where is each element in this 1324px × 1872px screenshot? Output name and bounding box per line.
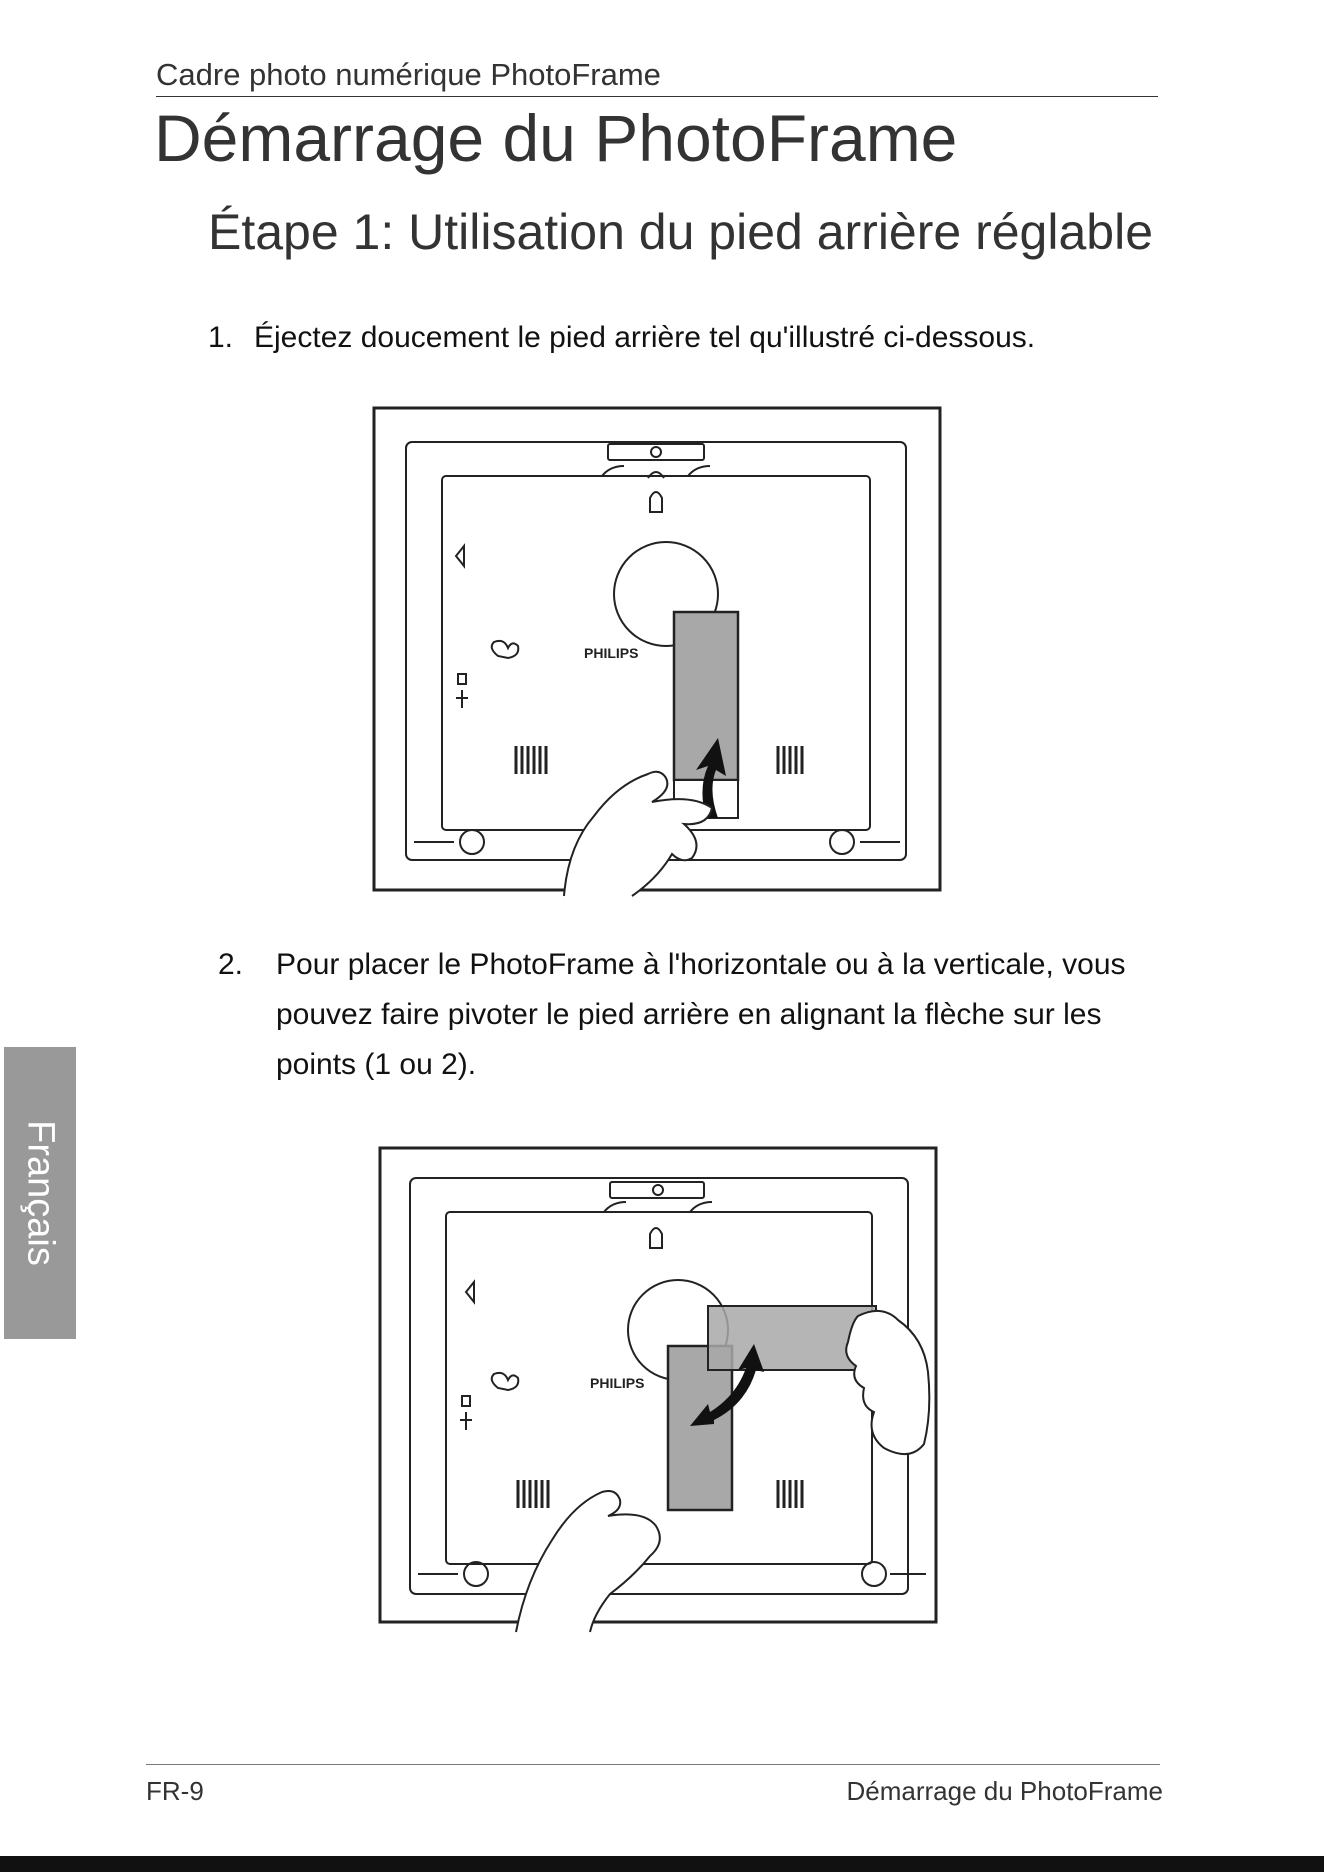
- language-tab: [4, 1047, 76, 1339]
- instruction-number: 2.: [218, 948, 244, 981]
- hand-icon: [516, 1491, 660, 1632]
- instruction-number: 1.: [208, 321, 234, 354]
- footer-divider: [146, 1764, 1160, 1765]
- language-label: Français: [19, 1120, 62, 1266]
- instruction-text: Éjectez doucement le pied arrière tel qu'illustré ci-dessous.: [254, 321, 1036, 354]
- brand-label: PHILIPS: [584, 645, 639, 661]
- page-title: Démarrage du PhotoFrame: [154, 101, 958, 175]
- instruction-text: Pour placer le PhotoFrame à l'horizontale ou à la verticale, vous pouvez faire pivoter le pied arrière en alignant la flèche sur les points (1 ou 2).: [276, 948, 1126, 1081]
- instruction-1: [208, 313, 1168, 363]
- stand-eject-illustration: [372, 406, 944, 898]
- hand-icon: [846, 1311, 929, 1454]
- back-stand: [674, 612, 738, 780]
- stand-rotate-illustration: [378, 1146, 950, 1636]
- footer-section-title: Démarrage du PhotoFrame: [846, 1776, 1163, 1806]
- step-title: Étape 1: Utilisation du pied arrière réglable: [208, 204, 1153, 260]
- page-number: FR-9: [146, 1776, 204, 1806]
- instruction-2: [218, 940, 1178, 1090]
- bottom-edge-bar: [0, 1856, 1324, 1872]
- running-header: Cadre photo numérique PhotoFrame: [156, 56, 1158, 97]
- brand-label: PHILIPS: [590, 1375, 645, 1391]
